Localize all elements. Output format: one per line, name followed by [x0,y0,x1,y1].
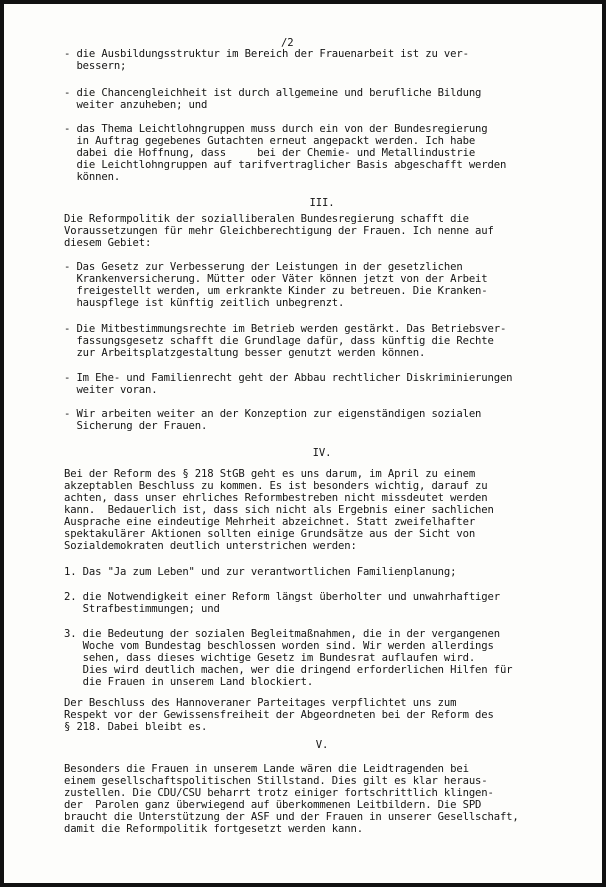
text-line: die Frauen in unserem Land blockiert. [64,676,314,688]
text-line: - Im Ehe- und Familienrecht geht der Abbau rechtlicher Diskriminierungen [64,372,513,384]
text-line: Woche vom Bundestag beschlossen worden sind. Wir werden allerdings [64,640,494,652]
text-line: sehen, dass dieses wichtige Gesetz im Bundesrat auflaufen wird. [64,652,476,664]
text-line: braucht die Unterstützung der ASF und der Frauen in unserer Gesellschaft, [64,811,519,823]
text-line: Voraussetzungen für mehr Gleichberechtigung der Frauen. Ich nenne auf [64,225,494,237]
text-line: damit die Reformpolitik fortgesetzt werden kann. [64,823,363,835]
text-line: die Leichtlohngruppen auf tarifvertraglicher Basis abgeschafft werden [64,159,507,171]
text-line: Strafbestimmungen; und [64,603,220,615]
text-line: spektakulärer Aktionen sollten einige Grundsätze aus der Sicht von [64,528,476,540]
text-line: weiter anzuheben; und [64,99,208,111]
page-number: /2 [281,37,294,49]
text-line: Dies wird deutlich machen, wer die dringend erforderlichen Hilfen für [64,664,513,676]
section-heading-iv: IV. [312,447,332,459]
text-line: diesem Gebiet: [64,237,152,249]
text-line: Die Reformpolitik der sozialliberalen Bundesregierung schafft die [64,213,469,225]
text-line: fassungsgesetz schafft die Grundlage dafür, dass künftig die Rechte [64,335,494,347]
text-line: einem gesellschaftspolitischen Stillstand. Dies gilt es klar heraus- [64,775,488,787]
text-line: § 218. Dabei bleibt es. [64,721,208,733]
text-line: - Das Gesetz zur Verbesserung der Leistungen in der gesetzlichen [64,261,463,273]
text-line: - Wir arbeiten weiter an der Konzeption zur eigenständigen sozialen [64,408,482,420]
text-line: Bei der Reform des § 218 StGB geht es uns darum, im April zu einem [64,468,476,480]
text-line: 3. die Bedeutung der sozialen Begleitmaßnahmen, die in der vergangenen [64,628,500,640]
text-line: dabei die Hoffnung, dass bei der Chemie- und Metallindustrie [64,147,476,159]
text-line: bessern; [64,60,127,72]
text-line: achten, dass unser ehrliches Reformbestreben nicht missdeutet werden [64,492,488,504]
text-line: Respekt vor der Gewissensfreiheit der Abgeordneten bei der Reform des [64,709,494,721]
text-line: in Auftrag gegebenes Gutachten erneut angepackt werden. Ich habe [64,135,476,147]
text-line: können. [64,171,121,183]
text-line: kann. Bedauerlich ist, dass sich nicht als Ergebnis einer sachlichen [64,504,494,516]
text-line: akzeptablen Beschluss zu kommen. Es ist besonders wichtig, darauf zu [64,480,488,492]
text-line: der Parolen ganz überwiegend auf überkommenen Leitbildern. Die SPD [64,799,482,811]
text-line: zustellen. Die CDU/CSU beharrt trotz einiger fortschrittlich klingen- [64,787,494,799]
text-line: - die Chancengleichheit ist durch allgemeine und berufliche Bildung [64,87,482,99]
text-line: Sicherung der Frauen. [64,420,208,432]
text-line: Besonders die Frauen in unserem Lande wären die Leidtragenden bei [64,763,469,775]
text-line: Der Beschluss des Hannoveraner Parteitages verpflichtet uns zum [64,697,457,709]
text-line: 1. Das "Ja zum Leben" und zur verantwortlichen Familienplanung; [64,566,457,578]
text-line: - das Thema Leichtlohngruppen muss durch ein von der Bundesregierung [64,123,488,135]
text-line: freigestellt werden, um erkrankte Kinder zu betreuen. Die Kranken- [64,285,488,297]
text-line: hauspflege ist künftig zeitlich unbegrenzt. [64,297,345,309]
text-line: - die Ausbildungsstruktur im Bereich der Frauenarbeit ist zu ver- [64,48,469,60]
section-heading-v: V. [315,739,329,751]
text-line: - Die Mitbestimmungsrechte im Betrieb werden gestärkt. Das Betriebsver- [64,323,507,335]
text-line: Krankenversicherung. Mütter oder Väter können jetzt von der Arbeit [64,273,488,285]
text-line: weiter voran. [64,384,158,396]
text-line: 2. die Notwendigkeit einer Reform längst überholter und unwahrhaftiger [64,591,500,603]
text-line: Sozialdemokraten deutlich unterstrichen werden: [64,540,357,552]
text-line: Ausprache eine eindeutige Mehrheit abzeichnet. Statt zweifelhafter [64,516,476,528]
text-line: zur Arbeitsplatzgestaltung besser genutzt werden können. [64,347,426,359]
section-heading-iii: III. [309,197,335,209]
